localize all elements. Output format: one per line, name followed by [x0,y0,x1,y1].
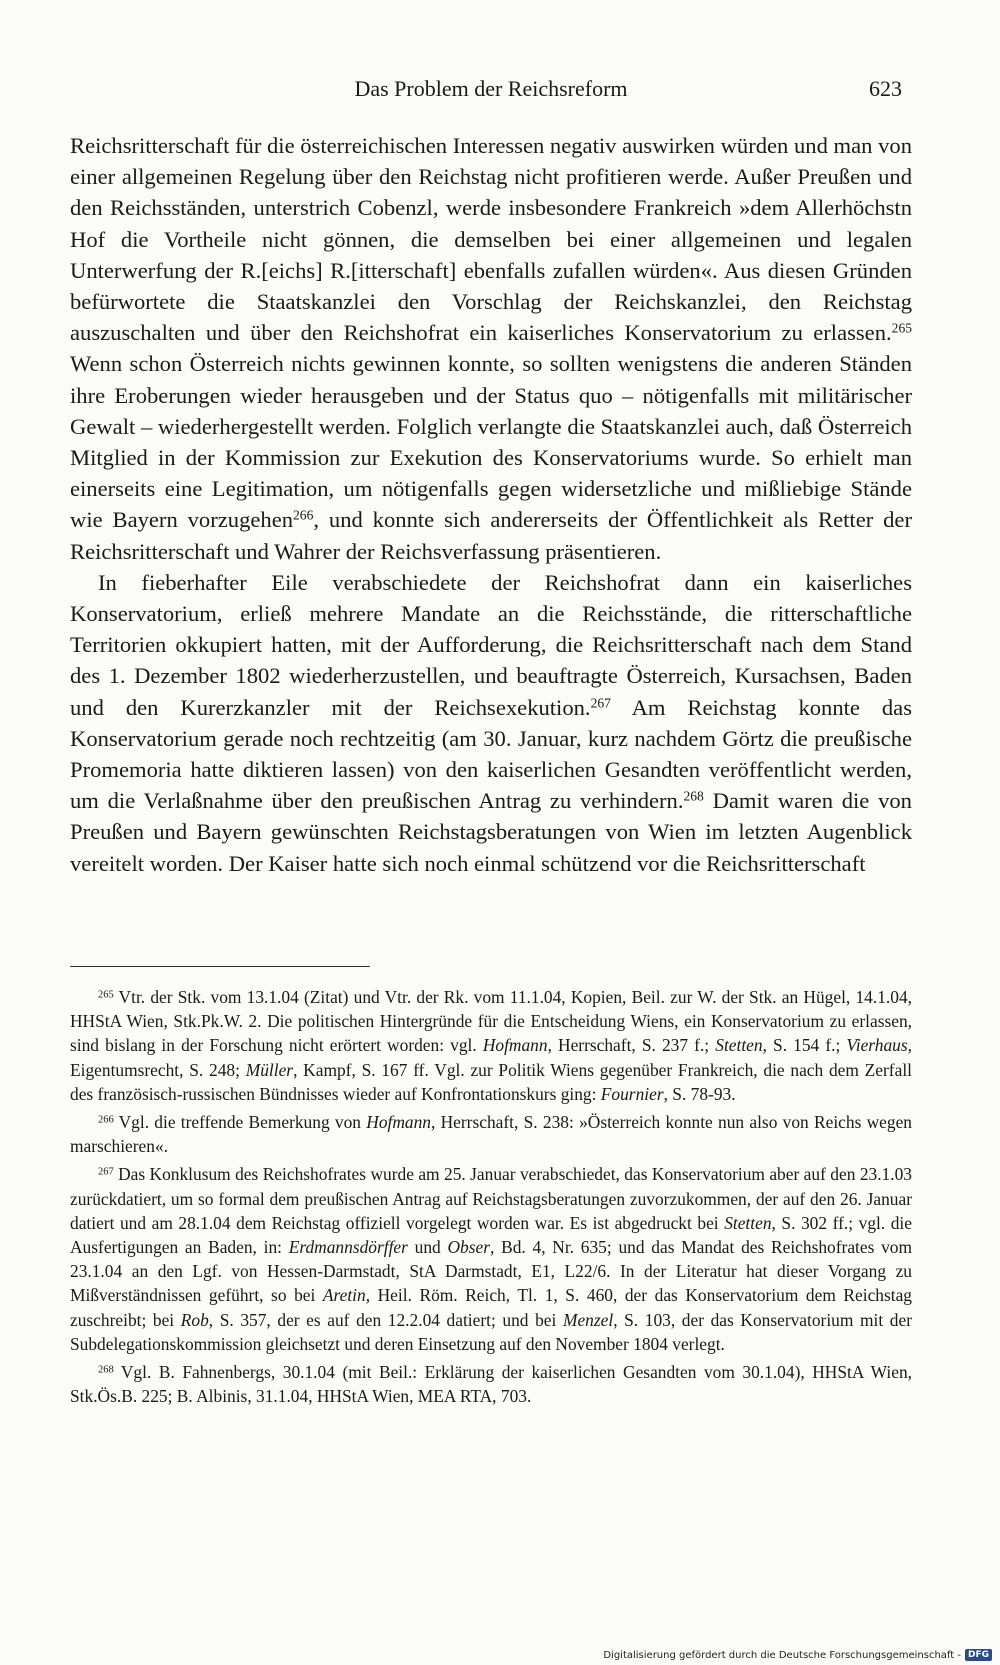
footnote-ref-265: 265 [891,320,912,336]
text-run: , und konnte sich andererseits der Öffentlichkeit als Retter der Reichsritterschaft und Wahrer der Reichsverfassung präsentieren. [70,507,912,564]
author-name: Erdmannsdörffer [288,1237,408,1258]
page-number: 623 [869,76,902,101]
text-run: , S. 357, der es auf den 12.2.04 datiert; und bei [208,1309,563,1330]
text-run: Vgl. die treffende Bemerkung von [113,1112,367,1133]
text-run: , S. 103, der das Konservatorium mit der Subdelegationskommission gleichsetzt und deren Einsetzung auf den November 1804 verlegt. [70,1309,912,1354]
footnote-266 [70,1110,912,1158]
author-name: Hofmann [482,1035,548,1056]
author-name: Obser [447,1237,491,1258]
footnote-divider [70,966,370,967]
footnotes [70,985,912,1412]
footnote-ref-266: 266 [293,507,314,523]
author-name: Stetten [724,1212,772,1233]
text-run: , S. 302 ff.; vgl. die Ausfertigungen an Baden, in: [70,1212,912,1258]
text-run: , Herrschaft, S. 237 f.; [547,1035,716,1056]
text-run: , Eigentumsrecht, S. 248; [70,1035,912,1080]
author-name: Aretin [322,1285,366,1306]
author-name: Menzel [562,1309,614,1330]
running-head: Das Problem der Reichsreform [354,76,628,101]
footnote-number: 265 [98,989,114,1001]
text-run: , S. 78-93. [663,1083,736,1104]
text-run: In fieberhafter Eile verabschiedete der Reichshofrat dann ein kaiserliches Konservatorium, erließ mehrere Mandate an die Reichsstände, die ritterschaftliche Territorien okkupiert hatten, mit der Aufforderung, die Reichsritterschaft nach dem Stand des 1. Dezember 1802 wiederherzustellen, und beauftragte Österreich, Kursachsen, Baden und den Kurerzkanzler mit der Reichsexekution. [70,569,912,720]
paragraph-2 [70,567,912,879]
text-run: Am Reichstag konnte das Konservatorium gerade noch rechtzeitig (am 30. Januar, kurz nachdem Görtz die preußische Promemoria hatte diktieren lassen) von den kaiserlichen Gesandten veröffentlicht werden, um die Verlaßnahme über den preußischen Antrag zu verhindern. [70,694,912,814]
body-text [70,130,912,879]
digitization-credit [603,1649,992,1661]
text-run: Das Konklusum des Reichshofrates wurde am 25. Januar verabschiedet, das Konservatorium aber auf den 23.1.03 zurückdatiert, um so formal dem preußischen Antrag auf Reichstagsberatungen zuvorzukommen, der auf den 26. Januar datiert und am 28.1.04 dem Reichstag offiziell vorgelegt worden war. Es ist abgedruckt bei [70,1164,912,1233]
footnote-number: 266 [98,1114,114,1126]
author-name: Fournier [600,1083,664,1104]
text-run: und [407,1237,448,1258]
text-run: Vtr. der Stk. vom 13.1.04 (Zitat) und Vtr. der Rk. vom 11.1.04, Kopien, Beil. zur W. der Stk. an Hügel, 14.1.04, HHStA Wien, Stk.Pk.W. 2. Die politischen Hintergründe für die Entscheidung Wiens, ein Konservatorium zu erlassen, sind bislang in der Forschung nicht erörtert worden: vgl. [70,987,912,1056]
author-name: Rob [180,1309,209,1330]
author-name: Müller [245,1059,294,1080]
footnote-268 [70,1360,912,1408]
text-run: Reichsritterschaft für die österreichischen Interessen negativ auswirken würden und man von einer allgemeinen Regelung über den Reichstag nicht profitieren werde. Außer Preußen und den Reichsständen, unterstrich Cobenzl, werde insbesondere Frankreich »dem Allerhöchstn Hof die Vortheile nicht gönnen, die demselben bei einer allgemeinen und legalen Unterwerfung der R.[eichs] R.[itterschaft] ebenfalls zufallen würden«. Aus diesen Gründen befürwortete die Staatskanzlei den Vorschlag der Reichskanzlei, den Reichstag auszuschalten und über den Reichshofrat ein kaiserliches Konservatorium zu erlassen. [70,133,912,346]
dfg-logo: DFG [965,1649,992,1661]
text-run: Wenn schon Österreich nichts gewinnen konnte, so sollten wenigstens die anderen Ständen ihre Eroberungen wieder herausgeben und der Status quo – nötigenfalls mit militärischer Gewalt – wiederhergestellt werden. Folglich verlangte die Staatskanzlei auch, daß Österreich Mitglied in der Kommission zur Exekution des Konservatoriums wurde. So erhielt man einerseits eine Legitimation, um nötigenfalls gegen widersetzliche und mißliebige Stände wie Bayern vorzugehen [70,351,912,533]
page-header [70,72,912,112]
text-run: , Bd. 4, Nr. 635; und das Mandat des Reichshofrates vom 23.1.04 an den Lgf. von Hessen-Darmstadt, StA Darmstadt, E1, L22/6. In der Literatur hat dieser Vorgang zu Mißverständnissen geführt, so bei [70,1237,913,1306]
footnote-267 [70,1162,912,1356]
text-run: Damit waren die von Preußen und Bayern gewünschten Reichstagsberatungen von Wien im letzten Augenblick vereitelt worden. Der Kaiser hatte sich noch einmal schützend vor die Reichsritterschaft [70,788,912,876]
footnote-ref-267: 267 [590,695,611,711]
text-run: , Kampf, S. 167 ff. Vgl. zur Politik Wiens gegenüber Frankreich, die nach dem Zerfall des französisch-russischen Bündnisses wieder auf Konfrontationskurs ging: [70,1059,912,1104]
text-run: Vgl. B. Fahnenbergs, 30.1.04 (mit Beil.: Erklärung der kaiserlichen Gesandten vom 30.1.04), HHStA Wien, Stk.Ös.B. 225; B. Albinis, 31.1.04, HHStA Wien, MEA RTA, 703. [70,1362,912,1407]
footnote-265 [70,985,912,1106]
credit-text: Digitalisierung gefördert durch die Deutsche Forschungsgemeinschaft - [603,1649,961,1661]
footnote-ref-268: 268 [683,788,704,804]
footnote-number: 268 [98,1364,114,1376]
author-name: Hofmann [366,1112,431,1133]
text-run: , S. 154 f.; [762,1035,847,1056]
text-run: , Herrschaft, S. 238: »Österreich konnte nun also von Reichs wegen marschieren«. [70,1112,912,1157]
paragraph-1 [70,130,912,567]
text-run: , Heil. Röm. Reich, Tl. 1, S. 460, der das Konservatorium dem Reichstag zuschreibt; bei [70,1285,913,1330]
footnote-number: 267 [98,1166,114,1178]
author-name: Stetten [715,1035,763,1056]
author-name: Vierhaus [846,1035,908,1056]
